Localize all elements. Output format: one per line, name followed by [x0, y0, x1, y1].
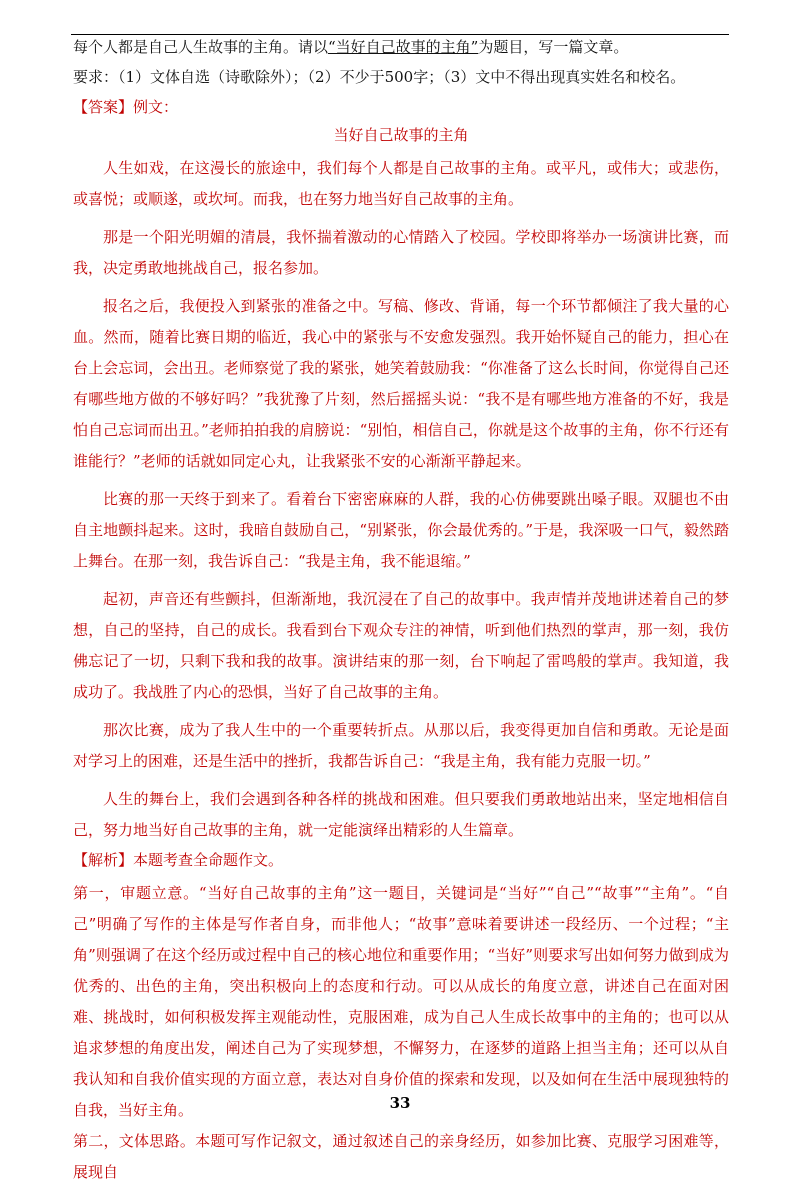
essay-paragraph: 起初，声音还有些颤抖，但渐渐地，我沉浸在了自己的故事中。我声情并茂地讲述着自己的梦想，自己的坚持，自己的成长。我看到台下观众专注的神情，听到他们热烈的掌声，那一刻，我仿佛忘记了一切，只剩下我和我的故事。演讲结束的那一刻，台下响起了雷鸣般的掌声。我知道，我成功了。我战胜了内心的恐惧，当好了自己故事的主角。	[73, 590, 729, 701]
question-title: “当好自己故事的主角”	[328, 38, 479, 56]
question-prefix: 每个人都是自己人生故事的主角。请以	[73, 38, 329, 56]
essay-paragraph: 比赛的那一天终于到来了。看着台下密密麻麻的人群，我的心仿佛要跳出嗓子眼。双腿也不由自主地颤抖起来。这时，我暗自鼓励自己，“别紧张，你会最优秀的。”于是，我深吸一口气，毅然踏上舞台。在那一刻，我告诉自己：“我是主角，我不能退缩。”	[73, 490, 729, 570]
analysis-label-suffix: 本题考查全命题作文。	[133, 851, 284, 869]
header-rule	[71, 34, 729, 35]
question-requirements: 要求：（1）文体自选（诗歌除外）；（2）不少于500字；（3）文中不得出现真实姓名和校名。	[73, 68, 686, 86]
question-suffix: 为题目，写一篇文章。	[478, 38, 629, 56]
answer-heading	[73, 97, 729, 118]
document-body	[73, 37, 729, 1188]
answer-label-suffix: 例文：	[133, 98, 179, 116]
analysis-heading	[73, 850, 729, 871]
analysis-paragraph: 第一，审题立意。“当好自己故事的主角”这一题目，关键词是“当好”“自己”“故事”“主角”。“自己”明确了写作的主体是写作者自身，而非他人；“故事”意味着要讲述一段经历、一个过程；“主角”则强调了在这个经历或过程中自己的核心地位和重要作用；“当好”则要求写出如何努力做到成为优秀的、出色的主角，突出积极向上的态度和行动。可以从成长的角度立意，讲述自己在面对困难、挑战时，如何积极发挥主观能动性，克服困难，成为自己人生成长故事中的主角的；也可以从追求梦想的角度出发，阐述自己为了实现梦想，不懈努力，在逐梦的道路上担当主角；还可以从自我认知和自我价值实现的方面立意，表达对自身价值的探索和发现，以及如何在生活中展现独特的自我，当好主角。	[73, 884, 729, 1119]
analysis-paragraph: 第二，文体思路。本题可写作记叙文，通过叙述自己的亲身经历，如参加比赛、克服学习困难等，展现自	[73, 1132, 729, 1181]
page-number: 33	[389, 1094, 411, 1112]
essay-title: 当好自己故事的主角	[333, 126, 469, 144]
question-prompt	[73, 37, 729, 58]
essay-paragraph: 那是一个阳光明媚的清晨，我怀揣着激动的心情踏入了校园。学校即将举办一场演讲比赛，而我，决定勇敢地挑战自己，报名参加。	[73, 228, 729, 277]
analysis-label: 【解析】	[73, 851, 134, 869]
essay-paragraph: 那次比赛，成为了我人生中的一个重要转折点。从那以后，我变得更加自信和勇敢。无论是面对学习上的困难，还是生活中的挫折，我都告诉自己：“我是主角，我有能力克服一切。”	[73, 721, 729, 770]
answer-label: 【答案】	[73, 98, 134, 116]
essay-paragraph: 报名之后，我便投入到紧张的准备之中。写稿、修改、背诵，每一个环节都倾注了我大量的心血。然而，随着比赛日期的临近，我心中的紧张与不安愈发强烈。我开始怀疑自己的能力，担心在台上会忘词，会出丑。老师察觉了我的紧张，她笑着鼓励我：“你准备了这么长时间，你觉得自己还有哪些地方做的不够好吗？”我犹豫了片刻，然后摇摇头说：“我不是有哪些地方准备的不好，我是怕自己忘词而出丑。”老师拍拍我的肩膀说：“别怕，相信自己，你就是这个故事的主角，你不行还有谁能行？”老师的话就如同定心丸，让我紧张不安的心渐渐平静起来。	[73, 297, 729, 470]
essay-paragraph: 人生的舞台上，我们会遇到各种各样的挑战和困难。但只要我们勇敢地站出来，坚定地相信自己，努力地当好自己故事的主角，就一定能演绎出精彩的人生篇章。	[73, 790, 729, 839]
essay-paragraph: 人生如戏，在这漫长的旅途中，我们每个人都是自己故事的主角。或平凡，或伟大；或悲伤，或喜悦；或顺遂，或坎坷。而我，也在努力地当好自己故事的主角。	[73, 159, 729, 208]
